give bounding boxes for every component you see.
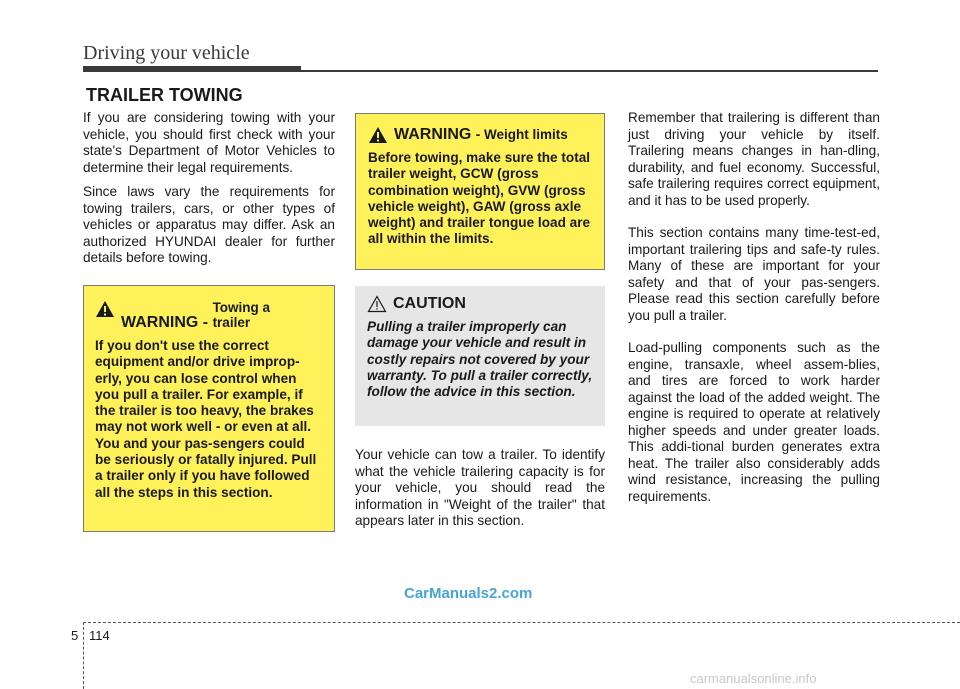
section-title: Driving your vehicle xyxy=(83,42,250,64)
footer-divider xyxy=(83,622,84,689)
warning-body: Before towing, make sure the total trailer weight, GCW (gross combination weight), GVW (gross vehicle weight), GAW (gross axle weight) and trailer tongue load are all within the limits. xyxy=(368,150,591,247)
paragraph: If you are considering towing with your vehicle, you should first check with your state's Department of Motor Vehicles to determine their legal requirements. xyxy=(83,110,335,175)
warning-subtitle: - Weight limits xyxy=(475,127,568,142)
warning-subtitle: Towing a trailer xyxy=(212,300,271,330)
header-rule xyxy=(300,70,878,72)
warning-label: WARNING - xyxy=(121,314,209,331)
footer-rule xyxy=(83,622,960,623)
caution-box xyxy=(355,286,605,426)
column-1 xyxy=(83,110,335,275)
warning-box-weight xyxy=(355,113,605,270)
watermark: CarManuals2.com xyxy=(404,585,533,602)
chapter-number: 5 xyxy=(71,628,79,643)
caution-label: CAUTION xyxy=(393,295,466,312)
caution-header xyxy=(367,295,596,313)
warning-body: If you don't use the correct equipment and/or drive improp-erly, you can lose control when you pull a trailer. For example, if the trailer is too heavy, the brakes may not work well - or even at all. You and your pas-sengers could be seriously or fatally injured. Pull a trailer only if you have followed all the steps in this section. xyxy=(95,338,317,500)
paragraph: Since laws vary the requirements for towing trailers, cars, or other types of vehicles or apparatus may differ. Ask an authorized HYUNDAI dealer for further details before towing. xyxy=(83,184,335,265)
column-3 xyxy=(628,110,880,521)
warning-label: WARNING xyxy=(394,126,472,143)
warning-box-towing xyxy=(83,285,335,532)
column-2 xyxy=(355,447,605,538)
site-watermark: carmanualsonline.info xyxy=(690,671,817,686)
paragraph: This section contains many time-test-ed, important trailering tips and safe-ty rules. Many of these are important for your safety and that of your pas-sengers. Please read this section carefully before you pull a trailer. xyxy=(628,225,880,323)
paragraph: Your vehicle can tow a trailer. To identify what the vehicle trailering capacity is for your vehicle, you should read the information in "Weight of the trailer" that appears later in this section. xyxy=(355,447,605,528)
warning-header xyxy=(95,300,323,332)
page-heading: TRAILER TOWING xyxy=(86,85,243,105)
caution-body: Pulling a trailer improperly can damage your vehicle and result in costly repairs not covered by your warranty. To pull a trailer correctly, follow the advice in this section. xyxy=(367,319,593,400)
header-bar xyxy=(83,66,301,72)
page-number: 114 xyxy=(89,628,110,643)
caution-triangle-icon xyxy=(367,295,387,313)
paragraph: Remember that trailering is different than just driving your vehicle by itself. Trailering means changes in han-dling, durability, and fuel economy. Successful, safe trailering requires correct equipment, and it has to be used properly. xyxy=(628,110,880,208)
warning-triangle-icon xyxy=(368,126,388,144)
warning-header xyxy=(368,126,595,144)
warning-triangle-icon xyxy=(95,300,115,318)
paragraph: Load-pulling components such as the engine, transaxle, wheel assem-blies, and tires are forced to work harder against the load of the added weight. The engine is required to operate at relatively higher speeds and under greater loads. This addi-tional burden generates extra heat. The trailer also considerably adds wind resistance, increasing the pulling requirements. xyxy=(628,340,880,504)
